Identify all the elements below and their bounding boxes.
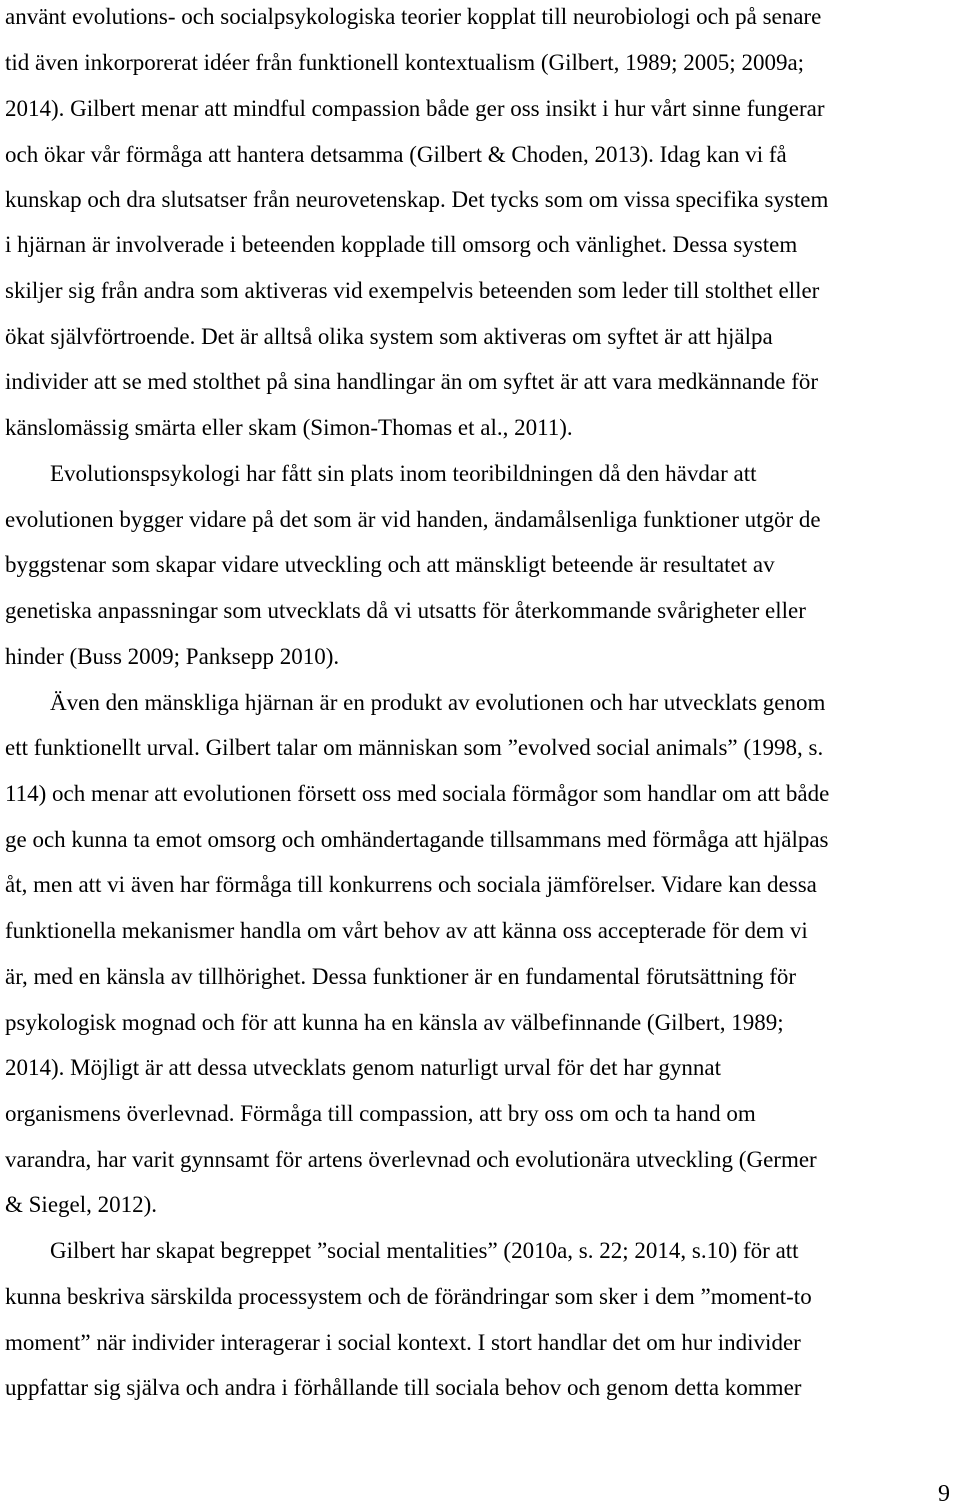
text-line: använt evolutions- och socialpsykologiska teorier kopplat till neurobiologi och på senare [5, 4, 822, 29]
text-line: varandra, har varit gynnsamt för artens överlevnad och evolutionära utveckling (Germer [5, 1147, 817, 1172]
text-line: kunskap och dra slutsatser från neurovetenskap. Det tycks som om vissa specifika system [5, 187, 829, 212]
text-line: ge och kunna ta emot omsorg och omhändertagande tillsammans med förmåga att hjälpas [5, 827, 829, 852]
text-line: och ökar vår förmåga att hantera detsamma (Gilbert & Choden, 2013). Idag kan vi få [5, 142, 787, 167]
text-line: individer att se med stolthet på sina handlingar än om syftet är att vara medkännande för [5, 369, 819, 394]
text-line: genetiska anpassningar som utvecklats då vi utsatts för återkommande svårigheter eller [5, 598, 806, 623]
text-line: byggstenar som skapar vidare utveckling och att mänskligt beteende är resultatet av [5, 552, 775, 577]
text-line: psykologisk mognad och för att kunna ha en känsla av välbefinnande (Gilbert, 1989; [5, 1010, 784, 1035]
text-line: tid även inkorporerat idéer från funktionell kontextualism (Gilbert, 1989; 2005; 2009a; [5, 50, 805, 75]
text-line: i hjärnan är involverade i beteenden kopplade till omsorg och vänlighet. Dessa system [5, 232, 798, 257]
text-line: organismens överlevnad. Förmåga till compassion, att bry oss om och ta hand om [5, 1101, 756, 1126]
text-line: & Siegel, 2012). [5, 1192, 158, 1217]
text-line: uppfattar sig själva och andra i förhållande till sociala behov och genom detta kommer [5, 1375, 802, 1400]
text-line: 114) och menar att evolutionen försett oss med sociala förmågor som handlar om att både [5, 781, 830, 806]
page-number: 9 [938, 1481, 950, 1507]
text-line: funktionella mekanismer handla om vårt behov av att känna oss accepterade för dem vi [5, 918, 808, 943]
text-line: evolutionen bygger vidare på det som är vid handen, ändamålsenliga funktioner utgör de [5, 507, 821, 532]
paragraph-first-line: Gilbert har skapat begreppet ”social mentalities” (2010a, s. 22; 2014, s.10) för att [50, 1238, 799, 1263]
text-line: ett funktionellt urval. Gilbert talar om människan som ”evolved social animals” (1998, s. [5, 735, 824, 760]
text-line: 2014). Gilbert menar att mindful compassion både ger oss insikt i hur vårt sinne fungerar [5, 96, 825, 121]
text-line: 2014). Möjligt är att dessa utvecklats genom naturligt urval för det har gynnat [5, 1055, 722, 1080]
text-line: är, med en känsla av tillhörighet. Dessa funktioner är en fundamental förutsättning för [5, 964, 797, 989]
text-line: skiljer sig från andra som aktiveras vid exempelvis beteenden som leder till stolthet eller [5, 278, 820, 303]
text-line: känslomässig smärta eller skam (Simon-Thomas et al., 2011). [5, 415, 573, 440]
paragraph-first-line: Även den mänskliga hjärnan är en produkt av evolutionen och har utvecklats genom [50, 690, 826, 715]
paragraph-first-line: Evolutionspsykologi har fått sin plats inom teoribildningen då den hävdar att [50, 461, 757, 486]
text-line: hinder (Buss 2009; Panksepp 2010). [5, 644, 340, 669]
text-line: kunna beskriva särskilda processystem och de förändringar som sker i dem ”moment-to [5, 1284, 812, 1309]
text-line: åt, men att vi även har förmåga till konkurrens och sociala jämförelser. Vidare kan dessa [5, 872, 817, 897]
text-line: moment” när individer interagerar i social kontext. I stort handlar det om hur individer [5, 1330, 801, 1355]
text-line: ökat självförtroende. Det är alltså olika system som aktiveras om syftet är att hjälpa [5, 324, 773, 349]
